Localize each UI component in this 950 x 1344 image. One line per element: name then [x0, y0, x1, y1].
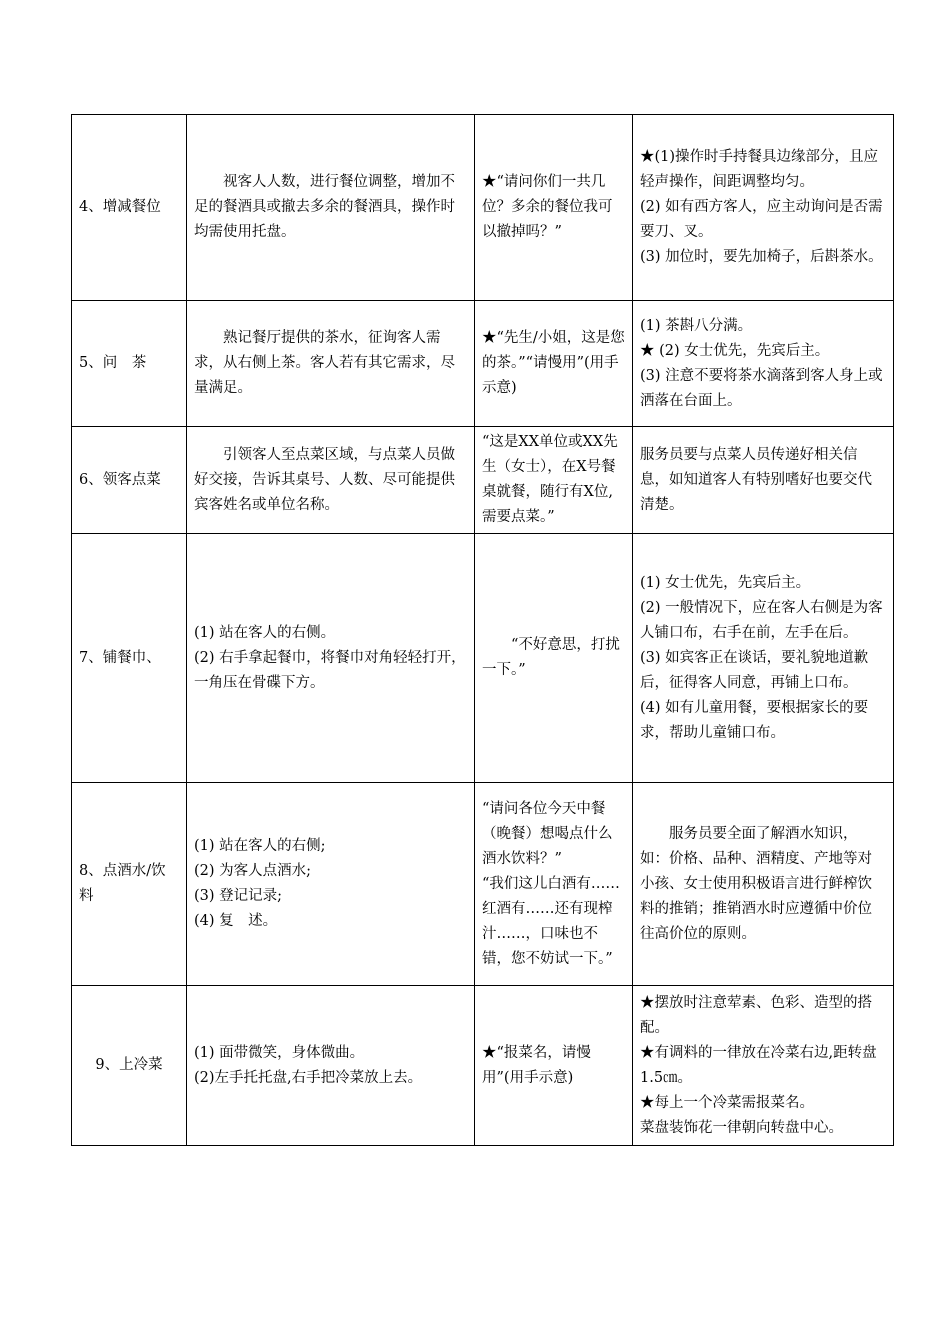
note-line: (4) 如有儿童用餐，要根据家长的要求，帮助儿童铺口布。	[640, 699, 869, 741]
note-line: 服务员要与点菜人员传递好相关信息，如知道客人有特别嗜好也要交代清楚。	[640, 446, 872, 513]
procedure-line: (1) 面带微笑，身体微曲。	[194, 1044, 365, 1061]
note-line: ★摆放时注意荤素、色彩、造型的搭配。	[640, 994, 872, 1036]
step-cell	[72, 783, 187, 986]
note-line: ★每上一个冷菜需报菜名。	[640, 1094, 814, 1111]
script-cell	[475, 115, 633, 301]
procedure-line: (4) 复 述。	[194, 913, 278, 929]
note-line: ★ (2) 女士优先，先宾后主。	[640, 342, 830, 359]
note-line: (3) 加位时，要先加椅子，后斟茶水。	[640, 249, 883, 265]
table-row	[72, 301, 894, 427]
procedure-text: 熟记餐厅提供的茶水，征询客人需求，从右侧上茶。客人若有其它需求，尽量满足。	[194, 330, 455, 396]
step-label: 4、增减餐位	[79, 199, 161, 215]
script-text: ★“报菜名，请慢用”(用手示意)	[482, 1044, 591, 1086]
step-label: 6、领客点菜	[79, 471, 161, 488]
procedure-text: 视客人人数，进行餐位调整，增加不足的餐酒具或撤去多余的餐酒具，操作时均需使用托盘。	[194, 174, 455, 240]
notes-cell	[633, 115, 894, 301]
step-label: 8、点酒水/饮料	[79, 863, 166, 904]
script-cell	[475, 783, 633, 986]
note-line: (3) 注意不要将茶水滴落到客人身上或洒落在台面上。	[640, 367, 883, 409]
step-cell	[72, 986, 187, 1146]
script-cell	[475, 301, 633, 427]
script-cell	[475, 534, 633, 783]
service-procedure-table	[71, 114, 894, 1146]
procedure-line: (2) 右手拿起餐巾，将餐巾对角轻轻打开，一角压在骨碟下方。	[194, 649, 466, 691]
notes-cell	[633, 301, 894, 427]
procedure-cell	[187, 534, 475, 783]
script-text: “这是XX单位或XX先生（女士），在X号餐桌就餐，随行有X位,需要点菜。”	[482, 434, 618, 525]
table-row	[72, 534, 894, 783]
script-text: ★“请问你们一共几位？多余的餐位我可以撤掉吗？”	[482, 174, 613, 240]
script-text: ★“先生/小姐，这是您的茶。”“请慢用”(用手示意)	[482, 330, 625, 396]
notes-cell	[633, 534, 894, 783]
step-cell	[72, 115, 187, 301]
procedure-line: (2) 为客人点酒水;	[194, 863, 312, 879]
procedure-cell	[187, 115, 475, 301]
procedure-cell	[187, 783, 475, 986]
procedure-cell	[187, 986, 475, 1146]
note-line: (2) 如有西方客人，应主动询问是否需要刀、叉。	[640, 199, 883, 240]
note-line: 服务员要全面了解酒水知识，如：价格、品种、酒精度、产地等对小孩、女士使用积极语言进行鲜榨饮料的推销；推销酒水时应遵循中价位往高价位的原则。	[640, 825, 872, 942]
script-text: “不好意思，打扰一下。”	[482, 637, 620, 678]
script-cell	[475, 986, 633, 1146]
table-row	[72, 783, 894, 986]
procedure-text: 引领客人至点菜区域，与点菜人员做好交接，告诉其桌号、人数、尽可能提供宾客姓名或单位名称。	[194, 446, 455, 513]
note-line: (2) 一般情况下，应在客人右侧是为客人铺口布，右手在前，左手在后。	[640, 599, 883, 641]
step-label: 5、问 茶	[79, 355, 147, 371]
script-line: “请问各位今天中餐（晚餐）想喝点什么酒水饮料？”	[482, 800, 613, 867]
note-line: (1) 茶斟八分满。	[640, 317, 753, 334]
procedure-cell	[187, 427, 475, 534]
notes-cell	[633, 427, 894, 534]
step-cell	[72, 301, 187, 427]
procedure-cell	[187, 301, 475, 427]
procedure-line: (1) 站在客人的右侧。	[194, 624, 336, 641]
procedure-line: (1) 站在客人的右侧;	[194, 838, 326, 854]
step-cell	[72, 427, 187, 534]
step-cell	[72, 534, 187, 783]
procedure-line: (2)左手托托盘,右手把冷菜放上去。	[194, 1069, 423, 1086]
table-row	[72, 427, 894, 534]
notes-cell	[633, 986, 894, 1146]
step-label: 7、铺餐巾、	[79, 649, 161, 666]
table-row	[72, 986, 894, 1146]
procedure-line: (3) 登记记录;	[194, 888, 283, 904]
note-line: ★(1)操作时手持餐具边缘部分，且应轻声操作，间距调整均匀。	[640, 149, 879, 190]
notes-cell	[633, 783, 894, 986]
note-line: ★有调料的一律放在冷菜右边,距转盘 1.5㎝。	[640, 1044, 877, 1086]
note-line: 菜盘装饰花一律朝向转盘中心。	[640, 1119, 843, 1136]
note-line: (3) 如宾客正在谈话，要礼貌地道歉后，征得客人同意，再铺上口布。	[640, 649, 869, 691]
script-cell	[475, 427, 633, 534]
note-line: (1) 女士优先，先宾后主。	[640, 574, 811, 591]
script-line: “我们这儿白酒有……红酒有……还有现榨汁……，口味也不错，您不妨试一下。”	[482, 875, 620, 967]
table-row	[72, 115, 894, 301]
step-label: 9、上冷菜	[95, 1057, 163, 1073]
